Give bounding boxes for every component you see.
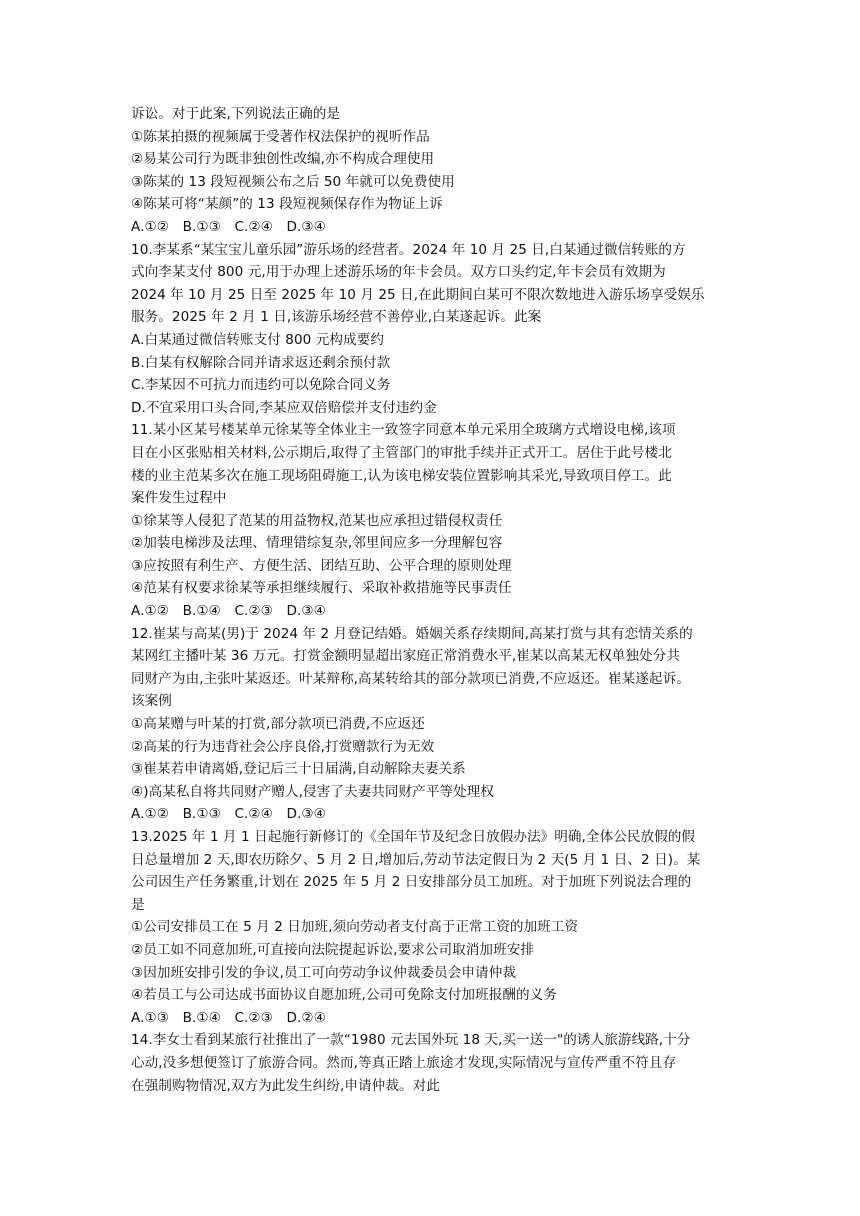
question-14 bbox=[131, 1029, 731, 1097]
q10-choice-d: D.不宜采用口头合同,李某应双倍赔偿并支付违约金 bbox=[131, 399, 437, 416]
question-11 bbox=[131, 419, 731, 622]
q13-option-statement: ②员工如不同意加班,可直接向法院提起诉讼,要求公司取消加班安排 bbox=[131, 941, 535, 958]
q11-option-statement: ④范某有权要求徐某等承担继续履行、采取补救措施等民事责任 bbox=[131, 580, 512, 597]
document-page bbox=[131, 103, 731, 1097]
q12-stem-line: 该案例 bbox=[131, 693, 172, 710]
q11-stem-line: 目在小区张贴相关材料,公示期后,取得了主管部门的审批手续并正式开工。居住于此号楼北 bbox=[131, 444, 672, 461]
q13-option-statement: ①公司安排员工在 5 月 2 日加班,须向劳动者支付高于正常工资的加班工资 bbox=[131, 919, 579, 936]
q12-answer-choices: A.①② B.①③ C.②④ D.③④ bbox=[131, 806, 326, 823]
q13-stem-line: 日总量增加 2 天,即农历除夕、5 月 2 日,增加后,劳动节法定假日为 2 天(5 月 1 日、2 日)。某 bbox=[131, 851, 701, 868]
q13-stem-line: 是 bbox=[131, 896, 145, 913]
q14-stem-line: 心动,没多想便签订了旅游合同。然而,等真正踏上旅途才发现,实际情况与宣传严重不符且存 bbox=[131, 1054, 677, 1071]
q11-option-statement: ②加装电梯涉及法理、情理错综复杂,邻里间应多一分理解包容 bbox=[131, 535, 503, 552]
q10-stem-line: 式向李某支付 800 元,用于办理上述游乐场的年卡会员。双方口头约定,年卡会员有效期为 bbox=[131, 264, 666, 281]
q10-choice-a: A.白某通过微信转账支付 800 元构成要约 bbox=[131, 331, 384, 348]
question-10 bbox=[131, 239, 731, 420]
q13-stem-line: 13.2025 年 1 月 1 日起施行新修订的《全国年节及纪念日放假办法》明确,全体公民放假的假 bbox=[131, 829, 696, 845]
q11-option-statement: ③应按照有利生产、方便生活、团结互助、公平合理的原则处理 bbox=[131, 557, 512, 574]
q13-option-statement: ③因加班安排引发的争议,员工可向劳动争议仲裁委员会申请仲裁 bbox=[131, 964, 516, 981]
q11-answer-choices: A.①② B.①④ C.②③ D.③④ bbox=[131, 603, 326, 620]
q12-stem-line: 12.崔某与高某(男)于 2024 年 2 月登记结婚。婚姻关系存续期间,高某打赏与其有恋情关系的 bbox=[131, 625, 693, 642]
q11-stem-line: 楼的业主范某多次在施工现场阻碍施工,认为该电梯安装位置影响其采光,导致项目停工。此 bbox=[131, 467, 672, 484]
q13-option-statement: ④若员工与公司达成书面协议自愿加班,公司可免除支付加班报酬的义务 bbox=[131, 987, 557, 1004]
q9-option-statement: ①陈某拍摄的视频属于受著作权法保护的视听作品 bbox=[131, 128, 430, 145]
question-9 bbox=[131, 103, 731, 239]
q13-answer-choices: A.①③ B.①④ C.②③ D.②④ bbox=[131, 1009, 326, 1026]
q10-choice-b: B.白某有权解除合同并请求返还剩余预付款 bbox=[131, 354, 391, 371]
q10-stem-line: 10.李某系“某宝宝儿童乐园”游乐场的经营者。2024 年 10 月 25 日,白某通过微信转账的方 bbox=[131, 241, 686, 258]
q12-stem-line: 同财产为由,主张叶某返还。叶某辩称,高某转给其的部分款项已消费,不应返还。崔某遂起诉。 bbox=[131, 670, 690, 687]
q9-option-statement: ②易某公司行为既非独创性改编,亦不构成合理使用 bbox=[131, 151, 435, 168]
q11-stem-line: 案件发生过程中 bbox=[131, 490, 227, 507]
q9-option-statement: ④陈某可将“某颜”的 13 段短视频保存作为物证上诉 bbox=[131, 196, 443, 213]
q10-stem-line: 2024 年 10 月 25 日至 2025 年 10 月 25 日,在此期间白某可不限次数地进入游乐场享受娱乐 bbox=[131, 286, 705, 303]
q12-option-statement: ①高某赠与叶某的打赏,部分款项已消费,不应返还 bbox=[131, 716, 425, 733]
q10-stem-line: 服务。2025 年 2 月 1 日,该游乐场经营不善停业,白某遂起诉。此案 bbox=[131, 309, 542, 326]
q12-stem-line: 某网红主播叶某 36 万元。打赏金额明显超出家庭正常消费水平,崔某以高某无权单独处分共 bbox=[131, 648, 680, 665]
q13-stem-line: 公司因生产任务繁重,计划在 2025 年 5 月 2 日安排部分员工加班。对于加班下列说法合理的 bbox=[131, 874, 692, 891]
q10-choice-c: C.李某因不可抗力而违约可以免除合同义务 bbox=[131, 377, 391, 394]
q9-option-statement: ③陈某的 13 段短视频公布之后 50 年就可以免费使用 bbox=[131, 173, 455, 190]
q11-option-statement: ①徐某等人侵犯了范某的用益物权,范某也应承担过错侵权责任 bbox=[131, 512, 503, 529]
q11-stem-line: 11.某小区某号楼某单元徐某等全体业主一致签字同意本单元采用全玻璃方式增设电梯,该项 bbox=[131, 422, 676, 439]
q12-option-statement: ②高某的行为违背社会公序良俗,打赏赠款行为无效 bbox=[131, 738, 435, 755]
q12-option-statement: ③崔某若申请离婚,登记后三十日届满,自动解除夫妻关系 bbox=[131, 761, 466, 778]
q14-stem-line: 14.李女士看到某旅行社推出了一款“1980 元去国外玩 18 天,买一送一"的诱人旅游线路,十分 bbox=[131, 1032, 691, 1049]
q9-answer-choices: A.①② B.①③ C.②④ D.③④ bbox=[131, 218, 326, 235]
q9-line: 诉讼。对于此案,下列说法正确的是 bbox=[131, 106, 341, 122]
q14-stem-line: 在强制购物情况,双方为此发生纠纷,申请仲裁。对此 bbox=[131, 1077, 440, 1094]
question-13 bbox=[131, 826, 731, 1029]
question-12 bbox=[131, 623, 731, 826]
q12-option-statement: ④)高某私自将共同财产赠人,侵害了夫妻共同财产平等处理权 bbox=[131, 783, 495, 800]
